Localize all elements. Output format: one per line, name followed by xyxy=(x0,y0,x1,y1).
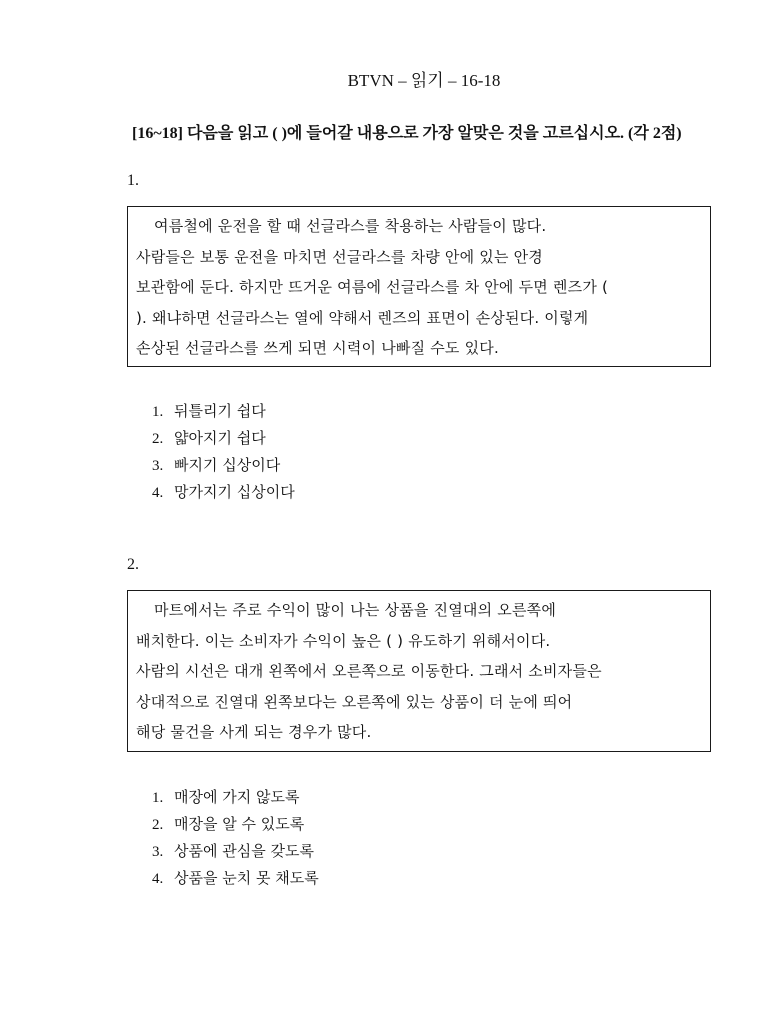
page-title: BTVN – 읽기 – 16-18 xyxy=(347,71,501,90)
passage-line: 상대적으로 진열대 왼쪽보다는 오른쪽에 있는 상품이 더 눈에 띄어 xyxy=(136,692,573,711)
instruction-text: [16~18] 다음을 읽고 ( )에 들어갈 내용으로 가장 알맞은 것을 고르십시오. (각 2점) xyxy=(132,125,682,142)
question-number: 2. xyxy=(127,556,139,573)
option-text: 빠지기 십상이다 xyxy=(174,456,281,474)
passage-box xyxy=(127,590,711,752)
option-number: 2. xyxy=(152,817,164,833)
option-text: 상품에 관심을 갖도록 xyxy=(174,842,314,860)
passage-line: 배치한다. 이는 소비자가 수익이 높은 ( ) 유도하기 위해서이다. xyxy=(136,631,551,650)
option-number: 3. xyxy=(152,458,164,474)
passage-line: ). 왜냐하면 선글라스는 열에 약해서 렌즈의 표면이 손상된다. 이렇게 xyxy=(136,308,589,327)
question-number: 1. xyxy=(127,172,139,189)
passage-line: 보관함에 둔다. 하지만 뜨거운 여름에 선글라스를 차 안에 두면 렌즈가 ( xyxy=(136,278,609,296)
answer-option[interactable] xyxy=(152,811,319,838)
option-number: 4. xyxy=(152,485,164,501)
answer-option[interactable] xyxy=(152,784,319,811)
passage-line: 여름철에 운전을 할 때 선글라스를 착용하는 사람들이 많다. xyxy=(154,217,547,235)
answer-option[interactable] xyxy=(152,479,295,506)
answer-options xyxy=(152,784,319,892)
option-number: 1. xyxy=(152,404,164,420)
passage-line: 손상된 선글라스를 쓰게 되면 시력이 나빠질 수도 있다. xyxy=(136,339,499,357)
passage-line: 사람의 시선은 대개 왼쪽에서 오른쪽으로 이동한다. 그래서 소비자들은 xyxy=(136,662,602,680)
option-number: 4. xyxy=(152,871,164,887)
option-text: 상품을 눈치 못 채도록 xyxy=(174,869,319,887)
answer-option[interactable] xyxy=(152,452,295,479)
passage-line: 사람들은 보통 운전을 마치면 선글라스를 차량 안에 있는 안경 xyxy=(136,247,543,266)
answer-option[interactable] xyxy=(152,838,319,865)
answer-option[interactable] xyxy=(152,398,295,425)
option-text: 매장에 가지 않도록 xyxy=(174,788,300,806)
answer-option[interactable] xyxy=(152,865,319,892)
option-number: 1. xyxy=(152,790,164,806)
option-text: 뒤틀리기 쉽다 xyxy=(174,402,266,420)
passage-line: 해당 물건을 사게 되는 경우가 많다. xyxy=(136,723,372,741)
option-number: 3. xyxy=(152,844,164,860)
option-number: 2. xyxy=(152,431,164,447)
answer-option[interactable] xyxy=(152,425,295,452)
option-text: 매장을 알 수 있도록 xyxy=(174,815,305,833)
answer-options xyxy=(152,398,295,506)
passage-box xyxy=(127,206,711,367)
passage-line: 마트에서는 주로 수익이 많이 나는 상품을 진열대의 오른쪽에 xyxy=(154,601,557,619)
option-text: 망가지기 십상이다 xyxy=(174,483,295,501)
option-text: 얇아지기 쉽다 xyxy=(174,429,266,447)
